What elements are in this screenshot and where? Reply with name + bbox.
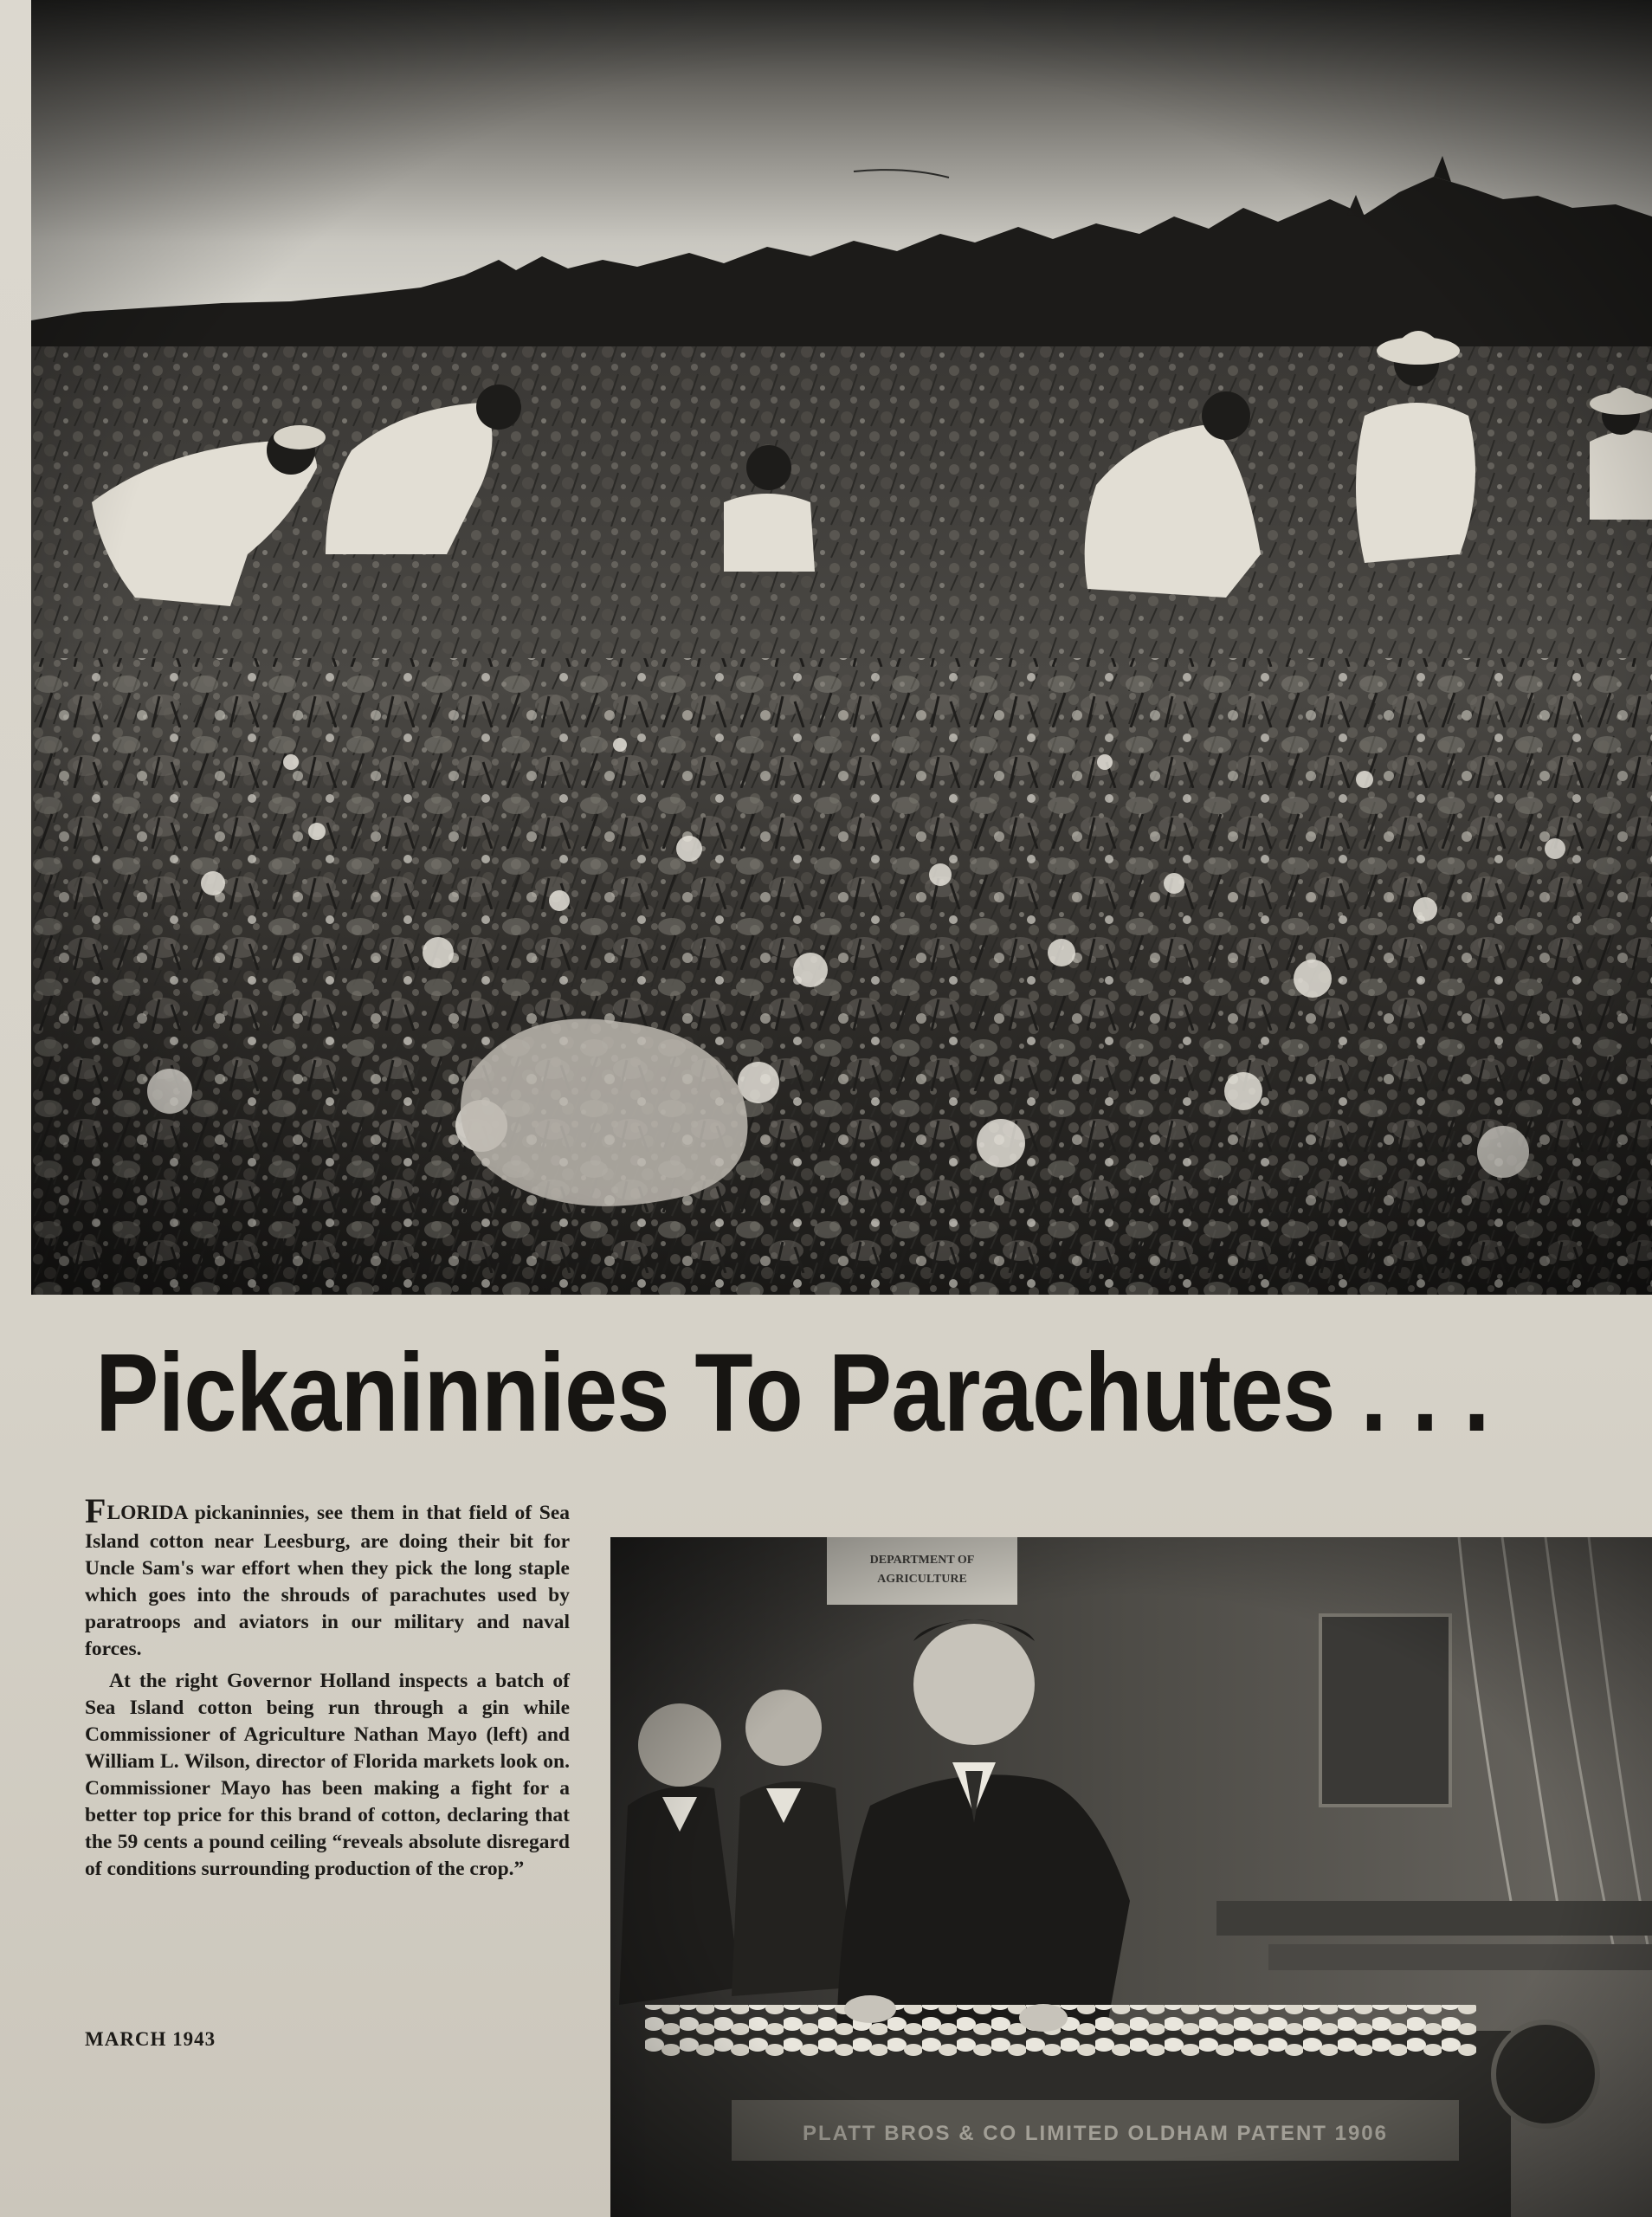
drop-cap: F	[85, 1491, 106, 1530]
cotton-gin-photo	[610, 1537, 1652, 2217]
issue-dateline: MARCH 1943	[85, 2028, 216, 2050]
article-paragraph-1-text: LORIDA pickaninnies, see them in that field of Sea Island cotton near Leesburg, are doing their bit for Uncle Sam's war effort when they pick the long staple which goes into the shrouds of parachutes used by paratroops and aviators in our military and naval forces.	[85, 1502, 570, 1660]
cotton-field-photo	[31, 0, 1652, 1295]
article-paragraph-1	[85, 1491, 570, 1663]
article-body	[85, 1491, 570, 1888]
headline: Pickaninnies To Parachutes . . .	[95, 1331, 1489, 1455]
article-paragraph-2: At the right Governor Holland inspects a batch of Sea Island cotton being run through a gin while Commissioner of Agriculture Nathan Mayo (left) and William L. Wilson, director of Florida markets look on. Commissioner Mayo has been making a fight for a better top price for this brand of cotton, declaring that the 59 cents a pound ceiling “reveals absolute disregard of conditions surrounding production of the crop.”	[85, 1670, 570, 1880]
